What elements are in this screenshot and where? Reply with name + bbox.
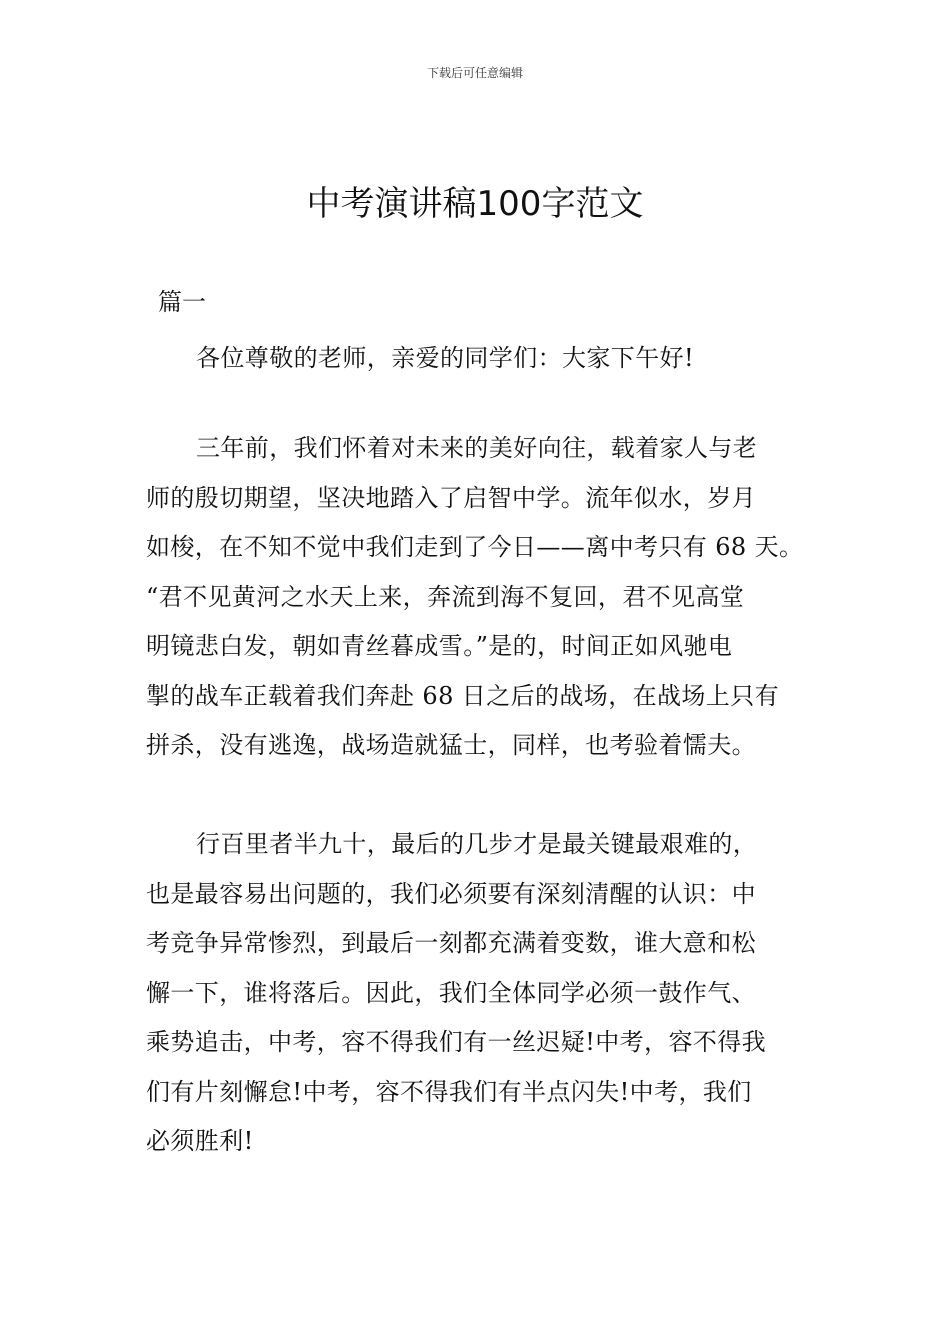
paragraph-line: 师的殷切期望，坚决地踏入了启智中学。流年似水，岁月 — [146, 483, 756, 512]
paragraph-line: 必须胜利! — [146, 1127, 254, 1155]
paragraph-line-text: 三年前，我们怀着对未来的美好向往，载着家人与老 — [196, 434, 758, 462]
paragraph-line: 如梭，在不知不觉中我们走到了今日——离中考只有 68 天。 — [146, 533, 804, 561]
greeting-line: 各位尊敬的老师，亲爱的同学们：大家下午好! — [196, 344, 695, 372]
document-title: 中考演讲稿100字范文 — [306, 184, 644, 224]
header-note: 下载后可任意编辑 — [426, 66, 523, 80]
paragraph-1 — [146, 424, 808, 771]
paragraph-line: 考竞争异常惨烈，到最后一刻都充满着变数，谁大意和松 — [146, 929, 756, 957]
paragraph-line: “君不见黄河之水天上来，奔流到海不复回，君不见高堂 — [146, 582, 745, 611]
section-label: 篇一 — [158, 288, 206, 316]
paragraph-line: 也是最容易出问题的，我们必须要有深刻清醒的认识：中 — [146, 879, 756, 908]
paragraph-line — [146, 424, 808, 474]
paragraph-line: 懈一下，谁将落后。因此，我们全体同学必须一鼓作气、 — [146, 978, 756, 1007]
paragraph-line: 拼杀，没有逃逸，战场造就猛士，同样，也考验着懦夫。 — [146, 731, 756, 759]
paragraph-line: 们有片刻懈怠!中考，容不得我们有半点闪失!中考，我们 — [146, 1077, 752, 1106]
paragraph-line — [146, 820, 808, 870]
paragraph-line: 乘势追击，中考，容不得我们有一丝迟疑!中考，容不得我 — [146, 1028, 767, 1056]
paragraph-2 — [146, 820, 808, 1167]
paragraph-line: 掣的战车正载着我们奔赴 68 日之后的战场，在战场上只有 — [146, 681, 779, 710]
paragraph-line-text: 行百里者半九十，最后的几步才是最关键最艰难的， — [196, 830, 758, 858]
paragraph-line: 明镜悲白发，朝如青丝暮成雪。”是的，时间正如风驰电 — [146, 632, 733, 660]
